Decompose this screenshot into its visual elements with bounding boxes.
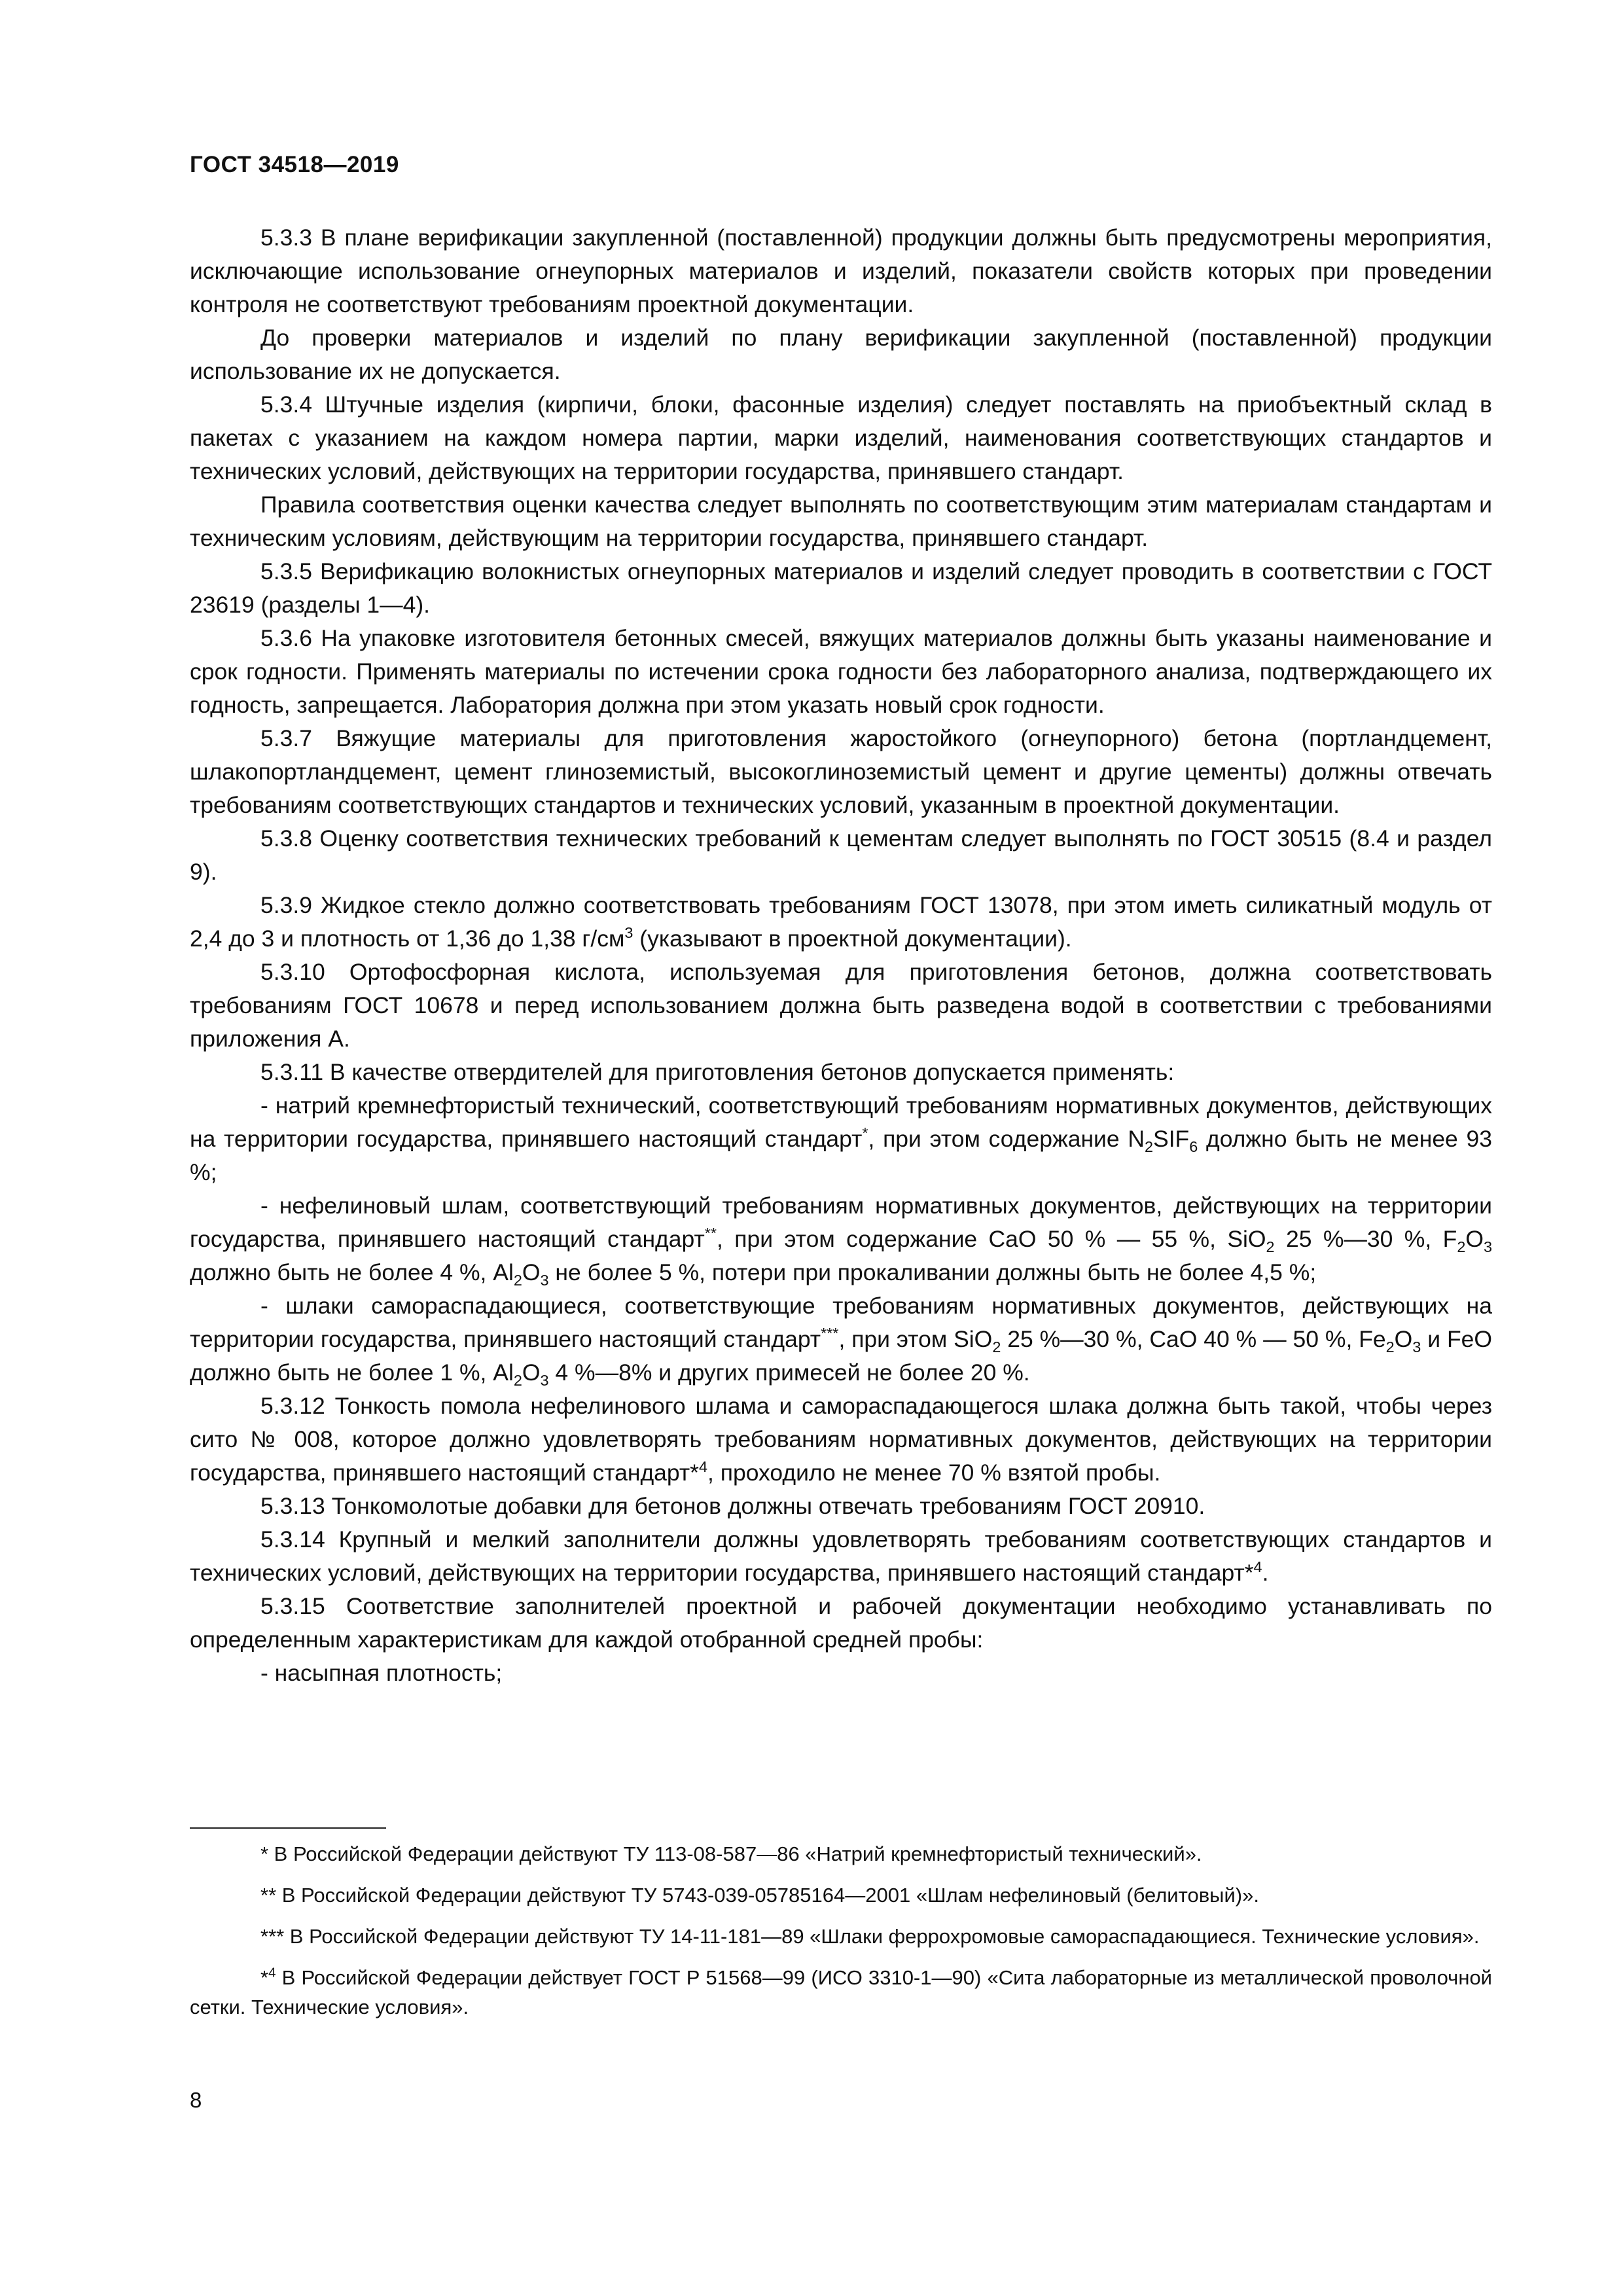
page-number: 8 xyxy=(190,2088,202,2112)
list-item-nepheline: - нефелиновый шлам, соответствующий требованиям нормативных документов, действующих на территории государства, принявшего настоящий стандарт**, при этом содержание CaO 50 % — 55 %, SiO$_2$ 25 %—30 %, $F_2O_3$ должно быть не более 4 %, $Al_2O_3$ не более 5 %, потери при прокаливании должны быть не более 4,5 %; xyxy=(190,1193,1492,1289)
list-item-natrium: - натрий кремнефтористый технический, соответствующий требованиям нормативных документов, действующих на территории государства, принявшего настоящий стандарт*, при этом содержание $N_2SIF_6$ должно быть не менее 93 %; xyxy=(190,1092,1492,1185)
list-item-slag: - шлаки самораспадающиеся, соответствующие требованиям нормативных документов, действующих на территории государства, принявшего настоящий стандарт***, при этом SiO$_2$ 25 %—30 %, CaO 40 % — 50 %, $Fe_2O_3$ и FeO должно быть не более 1 %, $Al_2O_3$ 4 %—8% и других примесей не более 20 %. xyxy=(190,1293,1492,1390)
paragraph-5-3-3-cont: До проверки материалов и изделий по плану верификации закупленной (поставленной) продукции использование их не допускается. xyxy=(190,325,1492,384)
footnotes xyxy=(190,1839,1492,2034)
paragraph-5-3-13: 5.3.13 Тонкомолотые добавки для бетонов должны отвечать требованиям ГОСТ 20910. xyxy=(260,1493,1205,1519)
paragraph-5-3-9: 5.3.9 Жидкое стекло должно соответствовать требованиям ГОСТ 13078, при этом иметь силикатный модуль от 2,4 до 3 и плотность от 1,36 до 1,38 $г/см^3$ (указывают в проектной документации). xyxy=(190,892,1492,952)
paragraph-5-3-15: 5.3.15 Соответствие заполнителей проектной и рабочей документации необходимо устанавливать по определенным характеристикам для каждой отобранной средней пробы: xyxy=(190,1593,1492,1653)
paragraph-5-3-6: 5.3.6 На упаковке изготовителя бетонных смесей, вяжущих материалов должны быть указаны наименование и срок годности. Применять материалы по истечении срока годности без лабораторного анализа, подтверждающего их годность, запрещается. Лаборатория должна при этом указать новый срок годности. xyxy=(190,625,1492,718)
footnote-2: ** В Российской Федерации действуют ТУ 5743-039-05785164—2001 «Шлам нефелиновый (белитовый)». xyxy=(260,1884,1259,1907)
paragraph-5-3-4-cont: Правила соответствия оценки качества следует выполнять по соответствующим этим материалам стандартам и техническим условиям, действующим на территории государства, принявшего стандарт. xyxy=(190,492,1492,551)
paragraph-5-3-11: 5.3.11 В качестве отвердителей для приготовления бетонов допускается применять: xyxy=(260,1059,1175,1085)
paragraph-5-3-5: 5.3.5 Верификацию волокнистых огнеупорных материалов и изделий следует проводить в соответствии с ГОСТ 23619 (разделы 1—4). xyxy=(190,558,1492,618)
paragraph-5-3-14: 5.3.14 Крупный и мелкий заполнители должны удовлетворять требованиям соответствующих стандартов и технических условий, действующих на территории государства, принявшего настоящий стандарт*$^4$. xyxy=(190,1526,1492,1586)
paragraph-5-3-3: 5.3.3 В плане верификации закупленной (поставленной) продукции должны быть предусмотрены мероприятия, исключающие использование огнеупорных материалов и изделий, показатели свойств которых при проведении контроля не соответствуют требованиям проектной документации. xyxy=(190,224,1492,317)
paragraph-5-3-4: 5.3.4 Штучные изделия (кирпичи, блоки, фасонные изделия) следует поставлять на приобъектный склад в пакетах с указанием на каждом номера партии, марки изделий, наименования соответствующих стандартов и технических условий, действующих на территории государства, принявшего стандарт. xyxy=(190,391,1492,484)
paragraph-5-3-10: 5.3.10 Ортофосфорная кислота, используемая для приготовления бетонов, должна соответствовать требованиям ГОСТ 10678 и перед использованием должна быть разведена водой в соответствии с требованиями приложения А. xyxy=(190,959,1492,1052)
paragraph-5-3-7: 5.3.7 Вяжущие материалы для приготовления жаростойкого (огнеупорного) бетона (портландцемент, шлакопортландцемент, цемент глиноземистый, высокоглиноземистый цемент и другие цементы) должны отвечать требованиям соответствующих стандартов и технических условий, указанным в проектной документации. xyxy=(190,725,1492,818)
footnote-4: *$^4$ В Российской Федерации действует ГОСТ Р 51568—99 (ИСО 3310-1—90) «Сита лабораторные из металлической проволочной сетки. Технические условия». xyxy=(190,1965,1492,2018)
paragraph-5-3-12: 5.3.12 Тонкость помола нефелинового шлама и самораспадающегося шлака должна быть такой, чтобы через сито № 008, которое должно удовлетворять требованиям нормативных документов, действующих на территории государства, принявшего настоящий стандарт*$^4$, проходило не менее 70 % взятой пробы. xyxy=(190,1393,1492,1486)
footnote-divider xyxy=(190,1827,386,1829)
list-item-bulk-density: - насыпная плотность; xyxy=(260,1660,503,1686)
footnote-3: *** В Российской Федерации действуют ТУ 14-11-181—89 «Шлаки феррохромовые самораспадающиеся. Технические условия». xyxy=(260,1925,1480,1948)
document-body xyxy=(190,221,1492,1690)
document-header: ГОСТ 34518—2019 xyxy=(190,152,399,177)
footnote-1: * В Российской Федерации действуют ТУ 113-08-587—86 «Натрий кремнефтористый технический». xyxy=(260,1842,1202,1865)
paragraph-5-3-8: 5.3.8 Оценку соответствия технических требований к цементам следует выполнять по ГОСТ 30515 (8.4 и раздел 9). xyxy=(190,825,1492,885)
